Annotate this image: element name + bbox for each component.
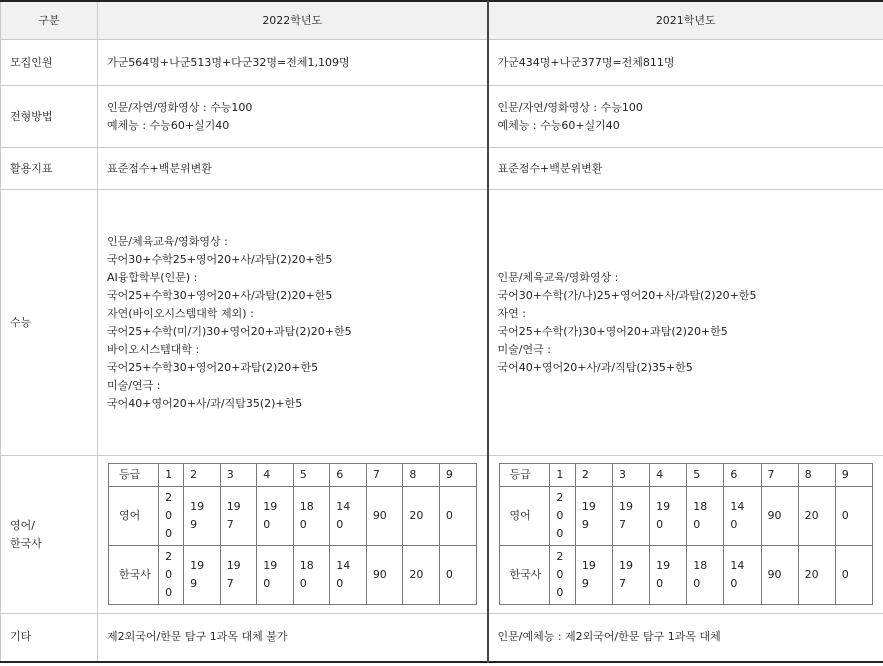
english-score-2022: 18 0 [293, 486, 330, 545]
grade-label-2022: 등급 [109, 463, 159, 486]
row-english-history [1, 456, 883, 614]
method-2022-line: 예체능 : 수능60+실기40 [107, 118, 230, 132]
suneung-2022-line: 국어25+수학30+영어20+사/과탐(2)20+한5 [107, 288, 333, 302]
history-label-2022: 한국사 [109, 545, 159, 604]
method-2022-line: 인문/자연/영화영상 : 수능100 [107, 100, 253, 114]
english-score-2021: 18 0 [687, 486, 724, 545]
history-score-2021: 2 0 0 [550, 545, 575, 604]
etc-2021: 인문/예체능 : 제2외국어/한문 탐구 1과목 대체 [488, 614, 883, 662]
grade-header-row [109, 463, 477, 486]
suneung-2021-line: 국어40+영어20+사/과/직탐(2)35+한5 [497, 360, 693, 374]
suneung-2022-line: 미술/연극 : [107, 378, 161, 392]
method-2021-line: 예체능 : 수능60+실기40 [497, 118, 620, 132]
grade-number-2022: 5 [293, 463, 330, 486]
grade-table-2021 [499, 463, 874, 605]
grade-number-2021: 3 [613, 463, 650, 486]
english-score-2021: 19 0 [650, 486, 687, 545]
label-english-history [1, 456, 98, 614]
history-score-2022: 20 [403, 545, 440, 604]
grade-row-history-2022 [109, 545, 477, 604]
row-method [1, 86, 883, 148]
suneung-2021-line: 자연 : [497, 306, 526, 320]
suneung-2022-line: AI융합학부(인문) : [107, 270, 198, 284]
grade-header-row [499, 463, 873, 486]
grade-number-2022: 3 [220, 463, 257, 486]
suneung-2022-line: 국어25+수학30+영어20+과탐(2)20+한5 [107, 360, 319, 374]
row-etc [1, 614, 883, 662]
grade-number-2021: 6 [724, 463, 761, 486]
history-label-2021: 한국사 [499, 545, 550, 604]
suneung-2021-line: 미술/연극 : [497, 342, 551, 356]
history-score-2021: 19 0 [650, 545, 687, 604]
english-score-2021: 19 9 [575, 486, 612, 545]
suneung-2022-line: 국어25+수학(미/기)30+영어20+과탐(2)20+한5 [107, 324, 352, 338]
english-score-2022: 19 7 [220, 486, 257, 545]
suneung-2022-line: 국어40+영어20+사/과/직탐35(2)+한5 [107, 396, 303, 410]
history-score-2022: 2 0 0 [159, 545, 184, 604]
label-english-history-line1: 영어/ [10, 518, 35, 532]
row-recruit [1, 40, 883, 86]
grade-number-2022: 9 [439, 463, 476, 486]
grade-table-2022 [108, 463, 477, 605]
grade-row-english-2021 [499, 486, 873, 545]
history-score-2022: 19 0 [257, 545, 294, 604]
history-score-2021: 20 [798, 545, 835, 604]
history-score-2021: 90 [761, 545, 798, 604]
history-score-2021: 0 [835, 545, 872, 604]
label-english-history-line2: 한국사 [10, 536, 42, 550]
grade-number-2021: 2 [575, 463, 612, 486]
english-score-2021: 19 7 [613, 486, 650, 545]
history-score-2021: 14 0 [724, 545, 761, 604]
label-index: 활용지표 [1, 148, 98, 190]
history-score-2021: 19 7 [613, 545, 650, 604]
english-score-2021: 14 0 [724, 486, 761, 545]
recruit-2021: 가군434명+나군377명=전체811명 [488, 40, 883, 86]
method-2021 [488, 86, 883, 148]
suneung-2021-line: 국어30+수학(가/나)25+영어20+사/과탐(2)20+한5 [497, 288, 757, 302]
suneung-2022 [98, 190, 488, 456]
header-2022: 2022학년도 [98, 1, 488, 40]
grade-number-2022: 8 [403, 463, 440, 486]
english-score-2022: 20 [403, 486, 440, 545]
english-score-2021: 2 0 0 [550, 486, 575, 545]
english-score-2021: 20 [798, 486, 835, 545]
grade-table-2021-cell [488, 456, 883, 614]
row-suneung [1, 190, 883, 456]
english-score-2022: 19 9 [184, 486, 221, 545]
history-score-2022: 18 0 [293, 545, 330, 604]
grade-number-2022: 2 [184, 463, 221, 486]
label-method: 전형방법 [1, 86, 98, 148]
index-2021: 표준점수+백분위변환 [488, 148, 883, 190]
english-score-2022: 19 0 [257, 486, 294, 545]
suneung-2022-line: 자연(바이오시스템대학 제외) : [107, 306, 254, 320]
grade-number-2022: 4 [257, 463, 294, 486]
suneung-2021-line: 인문/체육교육/영화영상 : [497, 270, 619, 284]
header-row [1, 1, 883, 40]
english-label-2022: 영어 [109, 486, 159, 545]
grade-row-history-2021 [499, 545, 873, 604]
etc-2022: 제2외국어/한문 탐구 1과목 대체 불가 [98, 614, 488, 662]
recruit-2022: 가군564명+나군513명+다군32명=전체1,109명 [98, 40, 488, 86]
grade-number-2022: 7 [366, 463, 403, 486]
suneung-2022-line: 바이오시스템대학 : [107, 342, 200, 356]
english-score-2022: 90 [366, 486, 403, 545]
english-score-2021: 0 [835, 486, 872, 545]
label-etc: 기타 [1, 614, 98, 662]
row-index [1, 148, 883, 190]
english-score-2022: 0 [439, 486, 476, 545]
history-score-2022: 19 9 [184, 545, 221, 604]
english-label-2021: 영어 [499, 486, 550, 545]
header-2021: 2021학년도 [488, 1, 883, 40]
grade-number-2022: 1 [159, 463, 184, 486]
suneung-2022-line: 국어30+수학25+영어20+사/과탐(2)20+한5 [107, 252, 333, 266]
history-score-2021: 19 9 [575, 545, 612, 604]
grade-number-2021: 8 [798, 463, 835, 486]
history-score-2022: 90 [366, 545, 403, 604]
suneung-2021 [488, 190, 883, 456]
grade-label-2021: 등급 [499, 463, 550, 486]
grade-table-2022-cell [98, 456, 488, 614]
method-2021-line: 인문/자연/영화영상 : 수능100 [497, 100, 643, 114]
label-recruit: 모집인원 [1, 40, 98, 86]
label-suneung: 수능 [1, 190, 98, 456]
history-score-2022: 0 [439, 545, 476, 604]
grade-number-2021: 1 [550, 463, 575, 486]
grade-row-english-2022 [109, 486, 477, 545]
suneung-2021-line: 국어25+수학(가)30+영어20+과탐(2)20+한5 [497, 324, 728, 338]
english-score-2021: 90 [761, 486, 798, 545]
english-score-2022: 14 0 [330, 486, 367, 545]
grade-number-2021: 4 [650, 463, 687, 486]
grade-number-2022: 6 [330, 463, 367, 486]
history-score-2022: 14 0 [330, 545, 367, 604]
index-2022: 표준점수+백분위변환 [98, 148, 488, 190]
suneung-2022-line: 인문/체육교육/영화영상 : [107, 234, 228, 248]
grade-number-2021: 9 [835, 463, 872, 486]
grade-number-2021: 7 [761, 463, 798, 486]
english-score-2022: 2 0 0 [159, 486, 184, 545]
history-score-2022: 19 7 [220, 545, 257, 604]
history-score-2021: 18 0 [687, 545, 724, 604]
header-category: 구분 [1, 1, 98, 40]
method-2022 [98, 86, 488, 148]
grade-number-2021: 5 [687, 463, 724, 486]
